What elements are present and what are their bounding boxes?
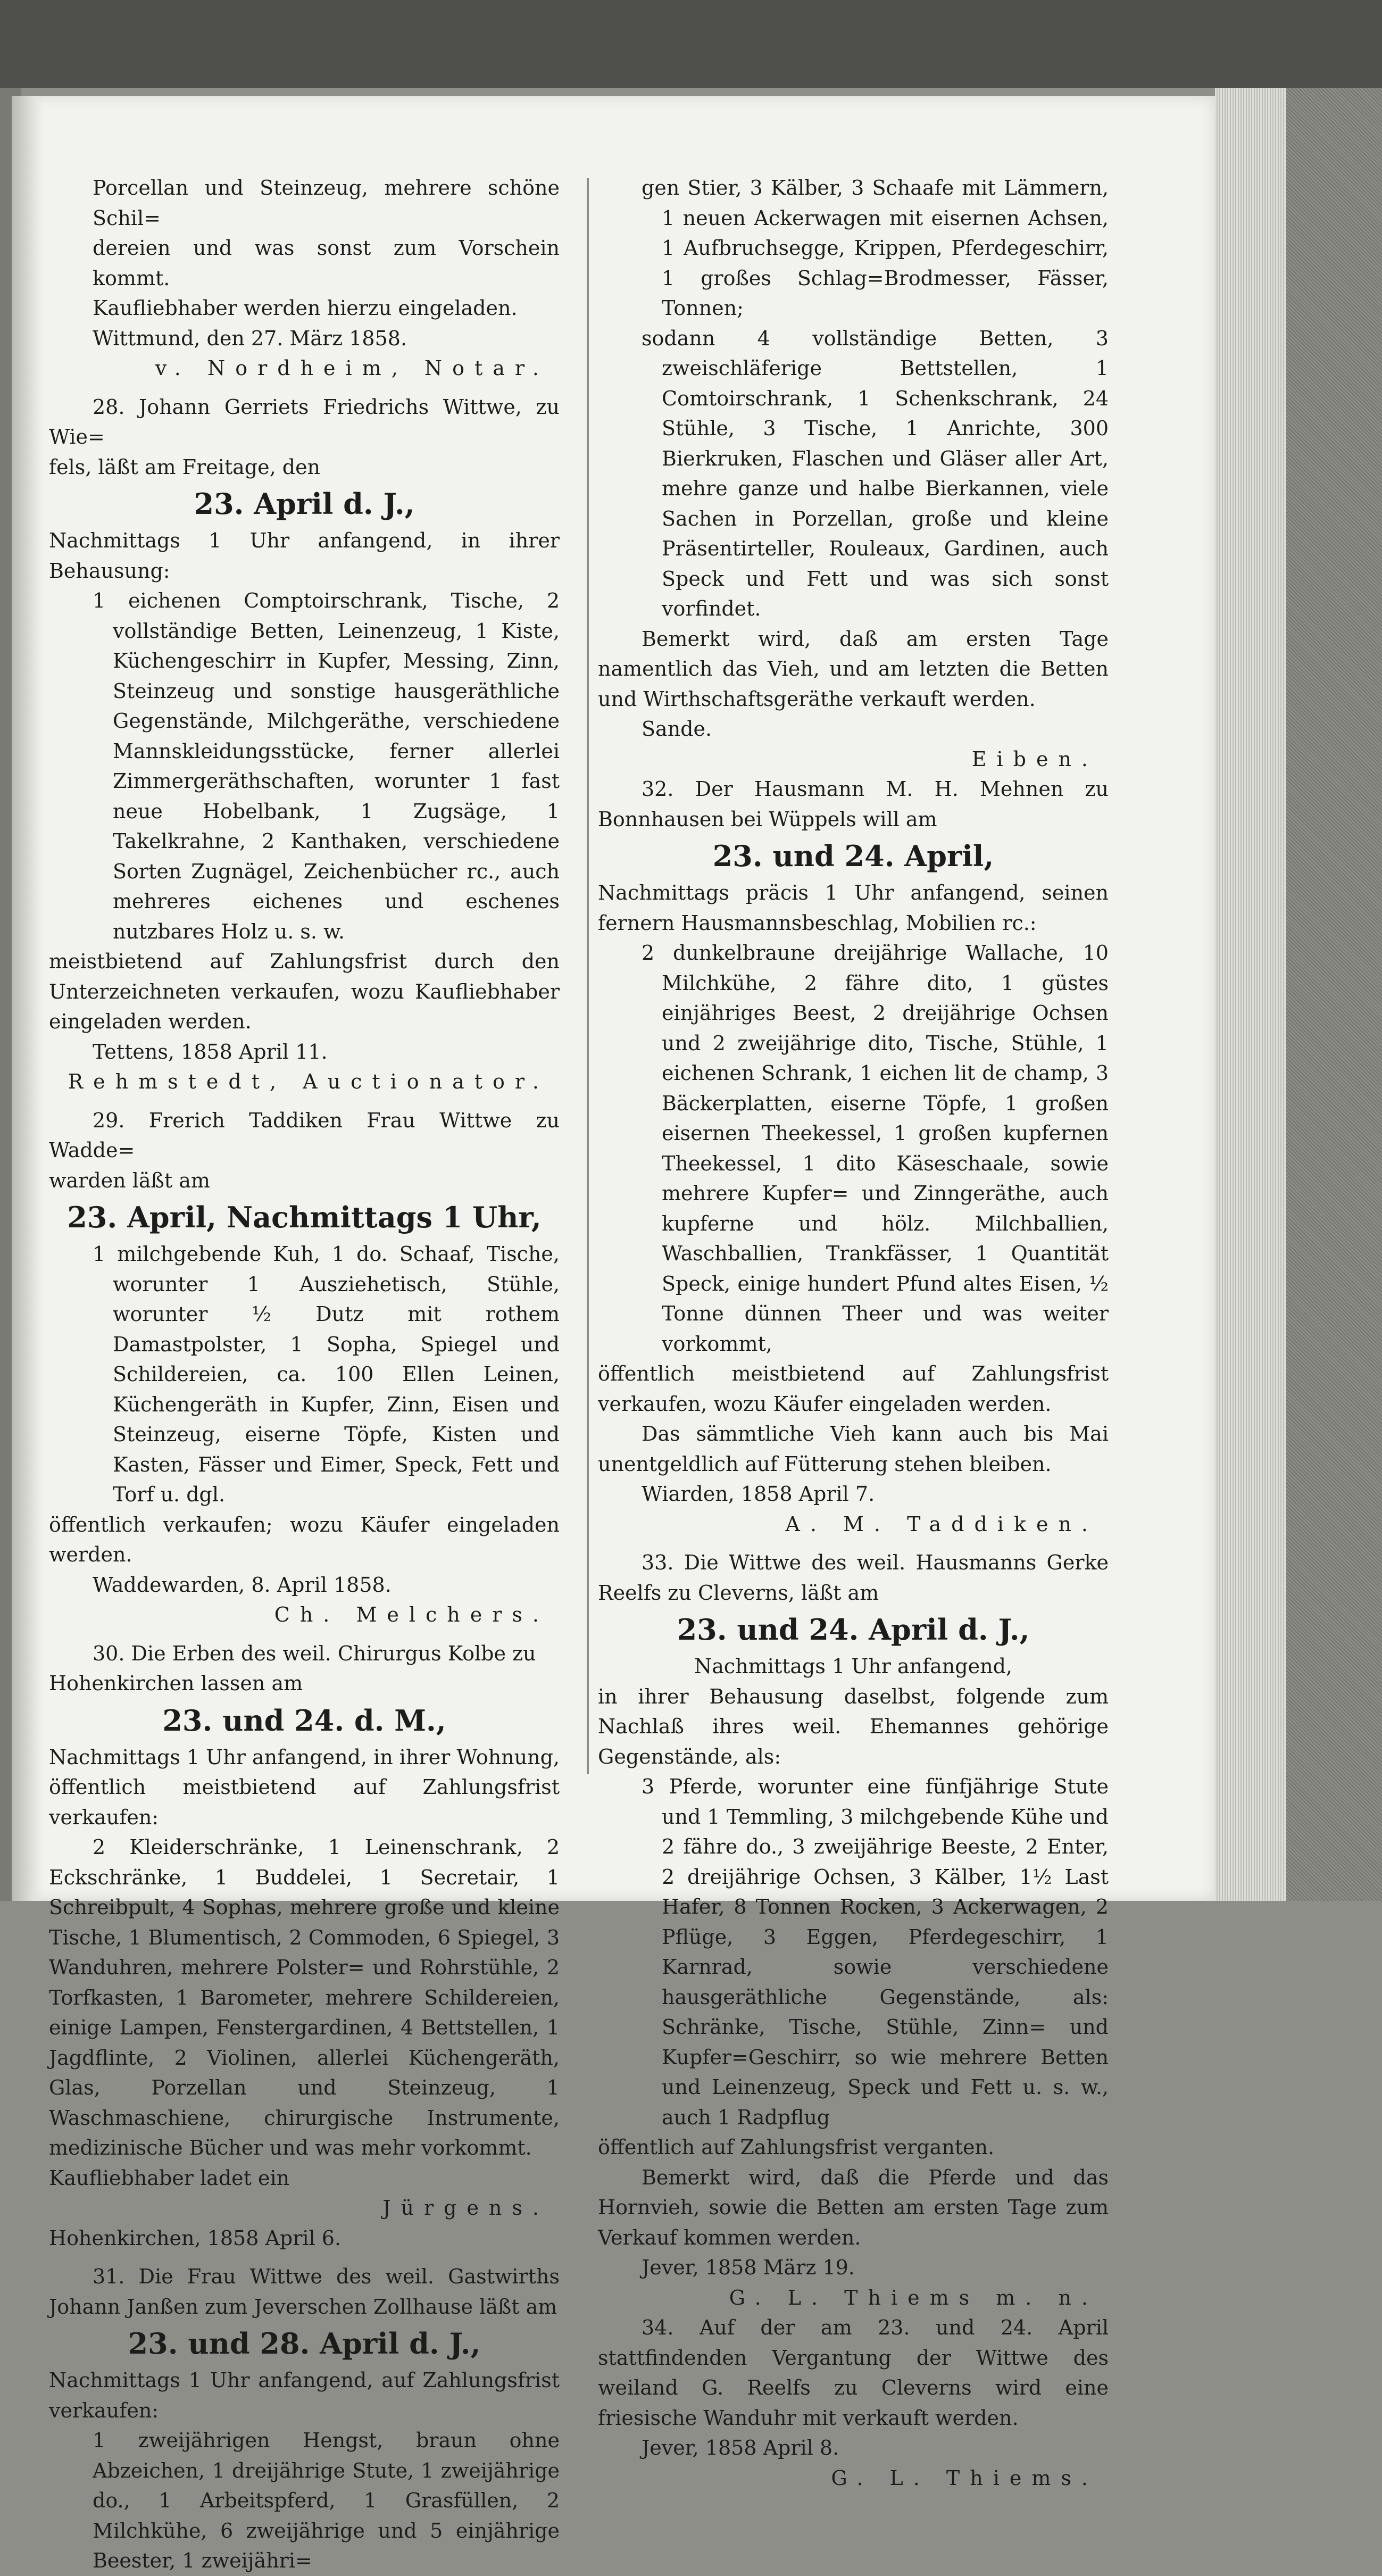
text-line: Nachmittags 1 Uhr anfangend, auf Zahlungsfrist verkaufen: — [49, 2369, 560, 2422]
text-line: gen Stier, 3 Kälber, 3 Schaafe mit Lämmern, 1 neuen Ackerwagen mit eisernen Achsen, 1 Aufbruchsegge, Krippen, Pferdegeschirr, 1 großes Schlag=Brodmesser, Fässer, Tonnen; — [642, 176, 1109, 320]
text-line: Hohenkirchen lassen am — [49, 1672, 303, 1695]
auction-date-heading: 23. und 24. d. M., — [162, 1703, 446, 1738]
text-line: v. Nordheim, Notar. — [155, 356, 549, 380]
text-line: Nachmittags 1 Uhr anfangend, in ihrer Wohnung, öffentlich meistbietend auf Zahlungsfrist verkaufen: — [49, 1745, 560, 1829]
text-line: 33. Die Wittwe des weil. Hausmanns Gerke Reelfs zu Cleverns, läßt am — [598, 1551, 1109, 1605]
binding-gutter — [12, 96, 44, 1901]
text-line: 28. Johann Gerriets Friedrichs Wittwe, zu Wie= — [49, 395, 560, 448]
text-line: warden läßt am — [49, 1168, 210, 1192]
auction-date-heading: 23. und 24. April, — [712, 839, 994, 873]
text-line: 34. Auf der am 23. und 24. April stattfindenden Vergantung der Wittwe des weiland G. Reelfs zu Cleverns wird eine friesische Wanduhr mit verkauft werden. — [598, 2316, 1109, 2430]
book-cover — [1286, 88, 1382, 1901]
text-line: Nachmittags 1 Uhr anfangend, — [694, 1655, 1012, 1678]
text-line: Tettens, 1858 April 11. — [93, 1040, 328, 1063]
text-line: 1 milchgebende Kuh, 1 do. Schaaf, Tische, worunter 1 Ausziehetisch, Stühle, worunter ½ Dutz mit rothem Damastpolster, 1 Sopha, Spiegel und Schildereien, ca. 100 Ellen Leinen, Küchengeräth in Kupfer, Zinn, Eisen und Steinzeug, eiserne Töpfe, Kisten und Kasten, Fässer und Eimer, Speck, Fett und Torf u. dgl. — [93, 1242, 560, 1506]
text-line: Porcellan und Steinzeug, mehrere schöne Schil= — [93, 176, 560, 230]
text-line: Rehmstedt, Auctionator. — [68, 1070, 549, 1093]
text-line: Nachmittags 1 Uhr anfangend, in ihrer Behausung: — [49, 529, 560, 583]
paragraph-gap — [49, 1097, 560, 1106]
text-line: Eiben. — [971, 747, 1098, 771]
text-line: öffentlich auf Zahlungsfrist verganten. — [598, 2135, 995, 2159]
text-line: öffentlich verkaufen; wozu Käufer eingeladen werden. — [49, 1513, 560, 1566]
auction-date-heading: 23. und 28. April d. J., — [128, 2326, 481, 2361]
text-line: Das sämmtliche Vieh kann auch bis Mai unentgeldlich auf Fütterung stehen bleiben. — [598, 1422, 1109, 1476]
text-line: 30. Die Erben des weil. Chirurgus Kolbe zu — [93, 1641, 536, 1665]
left-column — [49, 173, 560, 2576]
text-line: Bemerkt wird, daß die Pferde und das Hornvieh, sowie die Betten am ersten Tage zum Verkauf kommen werden. — [598, 2165, 1109, 2249]
book-page-edges — [1215, 88, 1286, 1901]
paragraph-gap — [49, 1630, 560, 1639]
text-line: Sande. — [642, 717, 712, 741]
text-line: Wittmund, den 27. März 1858. — [93, 326, 407, 350]
auction-date-heading: 23. und 24. April d. J., — [677, 1613, 1030, 1647]
text-line: öffentlich meistbietend auf Zahlungsfrist verkaufen, wozu Käufer eingeladen werden. — [598, 1362, 1109, 1416]
text-line: 3 Pferde, worunter eine fünfjährige Stute und 1 Temmling, 3 milchgebende Kühe und 2 fähre do., 3 zweijährige Beeste, 2 Enter, 2 dreijährige Ochsen, 3 Kälber, 1½ Last Hafer, 8 Tonnen Rocken, 3 Ackerwagen, 2 Pflüge, 3 Eggen, Pferdegeschirr, 1 Karnrad, sowie verschiedene hausgeräthliche Gegenstände, als: Schränke, Tische, Stühle, Zinn= und Kupfer=Geschirr, so wie mehrere Betten und Leinenzeug, Speck und Fett u. s. w., auch 1 Radpflug — [642, 1775, 1109, 2129]
auction-date-heading: 23. April, Nachmittags 1 Uhr, — [67, 1200, 542, 1234]
paragraph-gap — [49, 2253, 560, 2262]
text-line: Wiarden, 1858 April 7. — [642, 1482, 875, 1506]
text-line: 32. Der Hausmann M. H. Mehnen zu Bonnhausen bei Wüppels will am — [598, 777, 1109, 831]
paragraph-gap — [598, 1539, 1109, 1548]
text-line: 1 eichenen Comptoirschrank, Tische, 2 vollständige Betten, Leinenzeug, 1 Kiste, Küchengeschirr in Kupfer, Messing, Zinn, Steinzeug und sonstige hausgeräthliche Gegenstände, Milchgeräthe, verschiedene Mannskleidungsstücke, ferner allerlei Zimmergeräthschaften, worunter 1 fast neue Hobelbank, 1 Zugsäge, 1 Takelkrahne, 2 Kanthaken, verschiedene Sorten Zugnägel, Zeichenbücher rc., auch mehreres eichenes und eschenes nutzbares Holz u. s. w. — [93, 589, 560, 943]
text-line: Kaufliebhaber werden hierzu eingeladen. — [93, 296, 518, 320]
text-line: Hohenkirchen, 1858 April 6. — [49, 2226, 342, 2250]
text-line: Kaufliebhaber ladet ein — [49, 2166, 290, 2190]
text-line: Bemerkt wird, daß am ersten Tage namentlich das Vieh, und am letzten die Betten und Wirthschaftsgeräthe verkauft werden. — [598, 627, 1109, 711]
text-line: sodann 4 vollständige Betten, 3 zweischläferige Bettstellen, 1 Comtoirschrank, 1 Schenkschrank, 24 Stühle, 3 Tische, 1 Anrichte, 300 Bierkruken, Flaschen und Gläser aller Art, mehre ganze und halbe Bierkannen, viele Sachen in Porzellan, große und kleine Präsentirteller, Rouleaux, Gardinen, auch Speck und Fett und was sich sonst vorfindet. — [642, 326, 1109, 620]
text-line: Waddewarden, 8. April 1858. — [93, 1573, 392, 1597]
text-line: 2 dunkelbraune dreijährige Wallache, 10 Milchkühe, 2 fähre dito, 1 güstes einjähriges Beest, 2 dreijährige Ochsen und 2 zweijährige dito, Tische, Stühle, 1 eichenen Schrank, 1 eichen lit de champ, 3 Bäckerplatten, eiserne Töpfe, 1 großen eisernen Theekessel, 1 großen kupfernen Theekessel, 1 dito Käseschaale, sowie mehrere Kupfer= und Zinngeräthe, auch kupferne und hölz. Milchballien, Waschballien, Trankfässer, 1 Quantität Speck, einige hundert Pfund altes Eisen, ½ Tonne dünnen Theer und was weiter vorkommt, — [642, 941, 1109, 1356]
text-line: Jever, 1858 April 8. — [642, 2436, 839, 2459]
text-line: fels, läßt am Freitage, den — [49, 455, 321, 479]
paragraph-gap — [49, 384, 560, 392]
text-line: G. L. Thiems m. n. — [729, 2286, 1098, 2309]
text-line: Jürgens. — [382, 2196, 549, 2220]
auction-date-heading: 23. April d. J., — [194, 487, 415, 521]
right-column — [598, 173, 1109, 2493]
text-line: G. L. Thiems. — [831, 2466, 1098, 2490]
text-line: in ihrer Behausung daselbst, folgende zum Nachlaß ihres weil. Ehemannes gehörige Gegenstände, als: — [598, 1684, 1109, 1768]
text-line: 31. Die Frau Wittwe des weil. Gastwirths Johann Janßen zum Jeverschen Zollhause läßt am — [49, 2265, 560, 2319]
text-line: A. M. Taddiken. — [785, 1512, 1098, 1536]
scan-background-top — [0, 0, 1382, 88]
text-line: Ch. Melchers. — [274, 1603, 549, 1626]
text-line: 2 Kleiderschränke, 1 Leinenschrank, 2 Eckschränke, 1 Buddelei, 1 Secretair, 1 Schreibpult, 4 Sophas, mehrere große und kleine Tische, 1 Blumentisch, 2 Commoden, 6 Spiegel, 3 Wanduhren, mehrere Polster= und Rohrstühle, 2 Torfkasten, 1 Barometer, mehrere Schildereien, einige Lampen, Fenstergardinen, 4 Bettstellen, 1 Jagdflinte, 2 Violinen, allerlei Küchengeräth, Glas, Porzellan und Steinzeug, 1 Waschmaschiene, chirurgische Instrumente, medizinische Bücher und was mehr vorkommt. — [49, 1835, 560, 2159]
text-line: meistbietend auf Zahlungsfrist durch den Unterzeichneten verkaufen, wozu Kaufliebhaber eingeladen werden. — [49, 950, 560, 1033]
text-line: 29. Frerich Taddiken Frau Wittwe zu Wadde= — [49, 1108, 560, 1162]
text-line: Nachmittags präcis 1 Uhr anfangend, seinen fernern Hausmannsbeschlag, Mobilien rc.: — [598, 881, 1109, 935]
text-line: Jever, 1858 März 19. — [642, 2256, 855, 2279]
text-line: dereien und was sonst zum Vorschein kommt. — [93, 236, 560, 290]
column-divider — [587, 178, 589, 1774]
text-line: 1 zweijährigen Hengst, braun ohne Abzeichen, 1 dreijährige Stute, 1 zweijährige do., 1 Arbeitspferd, 1 Grasfüllen, 2 Milchkühe, 6 zweijährige und 5 einjährige Beester, 1 zweijähri= — [93, 2429, 560, 2572]
